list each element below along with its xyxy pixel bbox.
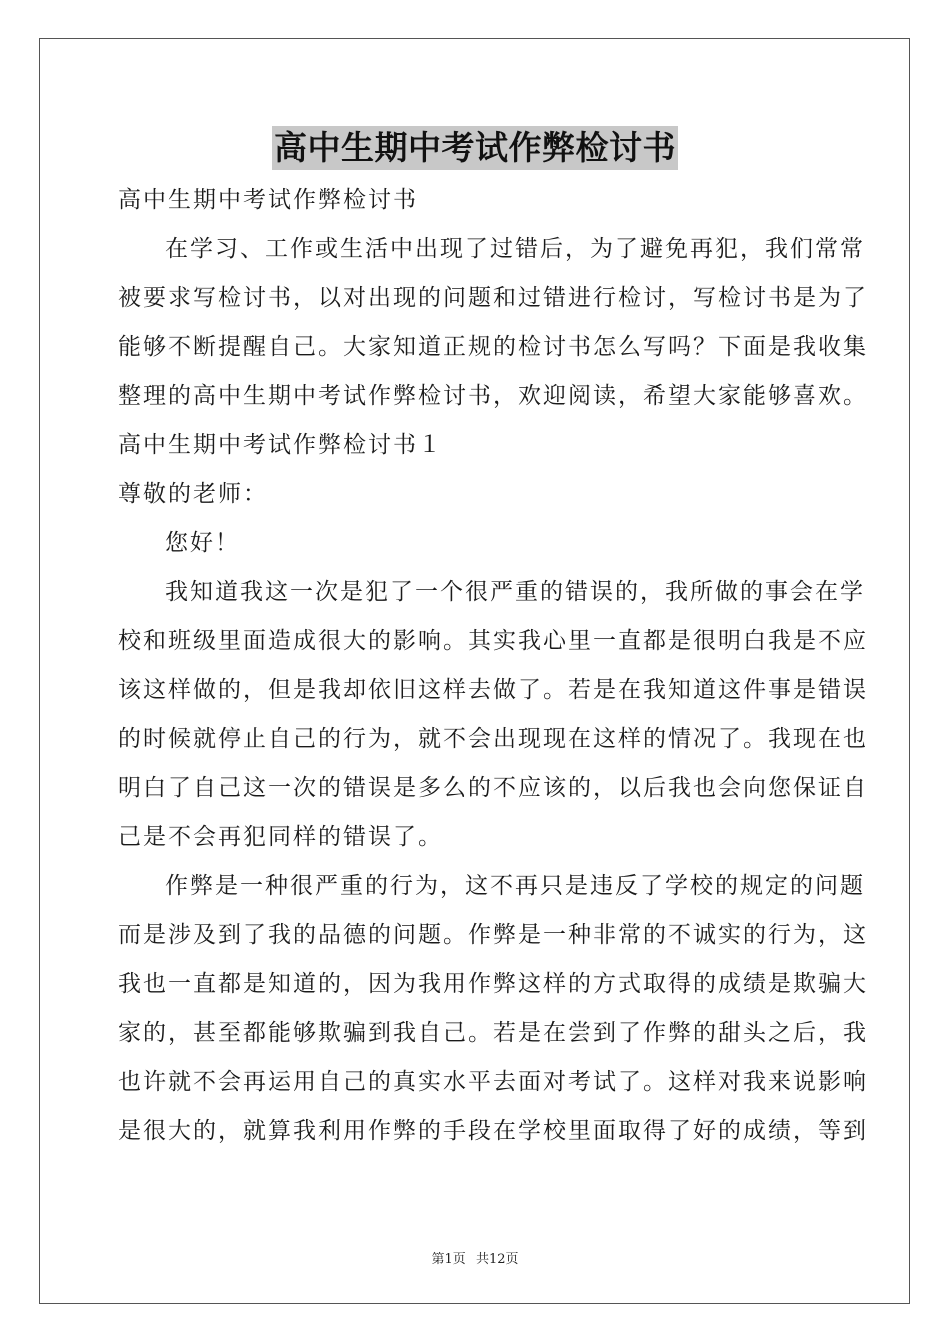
- document-title: 高中生期中考试作弊检讨书: [272, 126, 678, 170]
- paragraph-line: 也许就不会再运用自己的真实水平去面对考试了。这样对我来说影响: [118, 1069, 868, 1095]
- section-heading: 高中生期中考试作弊检讨书１: [118, 432, 443, 458]
- paragraph-line: 的时候就停止自己的行为，就不会出现现在这样的情况了。我现在也: [118, 726, 868, 752]
- paragraph-line: 家的，甚至都能够欺骗到我自己。若是在尝到了作弊的甜头之后，我: [118, 1020, 868, 1046]
- paragraph-2: [118, 862, 868, 1156]
- intro-line: 被要求写检讨书，以对出现的问题和过错进行检讨，写检讨书是为了: [118, 285, 868, 311]
- paragraph-line: 校和班级里面造成很大的影响。其实我心里一直都是很明白我是不应: [118, 628, 868, 654]
- paragraph-line: 而是涉及到了我的品德的问题。作弊是一种非常的不诚实的行为，这: [118, 922, 868, 948]
- paragraph-1: [118, 568, 868, 862]
- page-total: 共12页: [475, 1252, 519, 1267]
- page-number: 第1页: [431, 1252, 466, 1267]
- paragraph-line: 该这样做的，但是我却依旧这样去做了。若是在我知道这件事是错误: [118, 677, 868, 703]
- intro-paragraph: [118, 225, 868, 421]
- intro-line: 在学习、工作或生活中出现了过错后，为了避免再犯，我们常常: [165, 236, 865, 262]
- paragraph-line: 我也一直都是知道的，因为我用作弊这样的方式取得的成绩是欺骗大: [118, 971, 868, 997]
- intro-line: 整理的高中生期中考试作弊检讨书，欢迎阅读，希望大家能够喜欢。: [118, 383, 868, 409]
- paragraph-line: 作弊是一种很严重的行为，这不再只是违反了学校的规定的问题: [165, 873, 865, 899]
- intro-line: 能够不断提醒自己。大家知道正规的检讨书怎么写吗？下面是我收集: [118, 334, 868, 360]
- paragraph-line: 我知道我这一次是犯了一个很严重的错误的，我所做的事会在学: [165, 579, 865, 605]
- title-container: [0, 126, 950, 170]
- paragraph-line: 是很大的，就算我利用作弊的手段在学校里面取得了好的成绩，等到: [118, 1118, 868, 1144]
- paragraph-line: 己是不会再犯同样的错误了。: [118, 824, 443, 850]
- document-body: [118, 176, 868, 1156]
- paragraph-line: 明白了自己这一次的错误是多么的不应该的，以后我也会向您保证自: [118, 775, 868, 801]
- greeting: 您好！: [165, 530, 240, 556]
- document-subtitle: 高中生期中考试作弊检讨书: [118, 187, 418, 213]
- salutation: 尊敬的老师：: [118, 481, 268, 507]
- page-footer: [0, 1248, 950, 1267]
